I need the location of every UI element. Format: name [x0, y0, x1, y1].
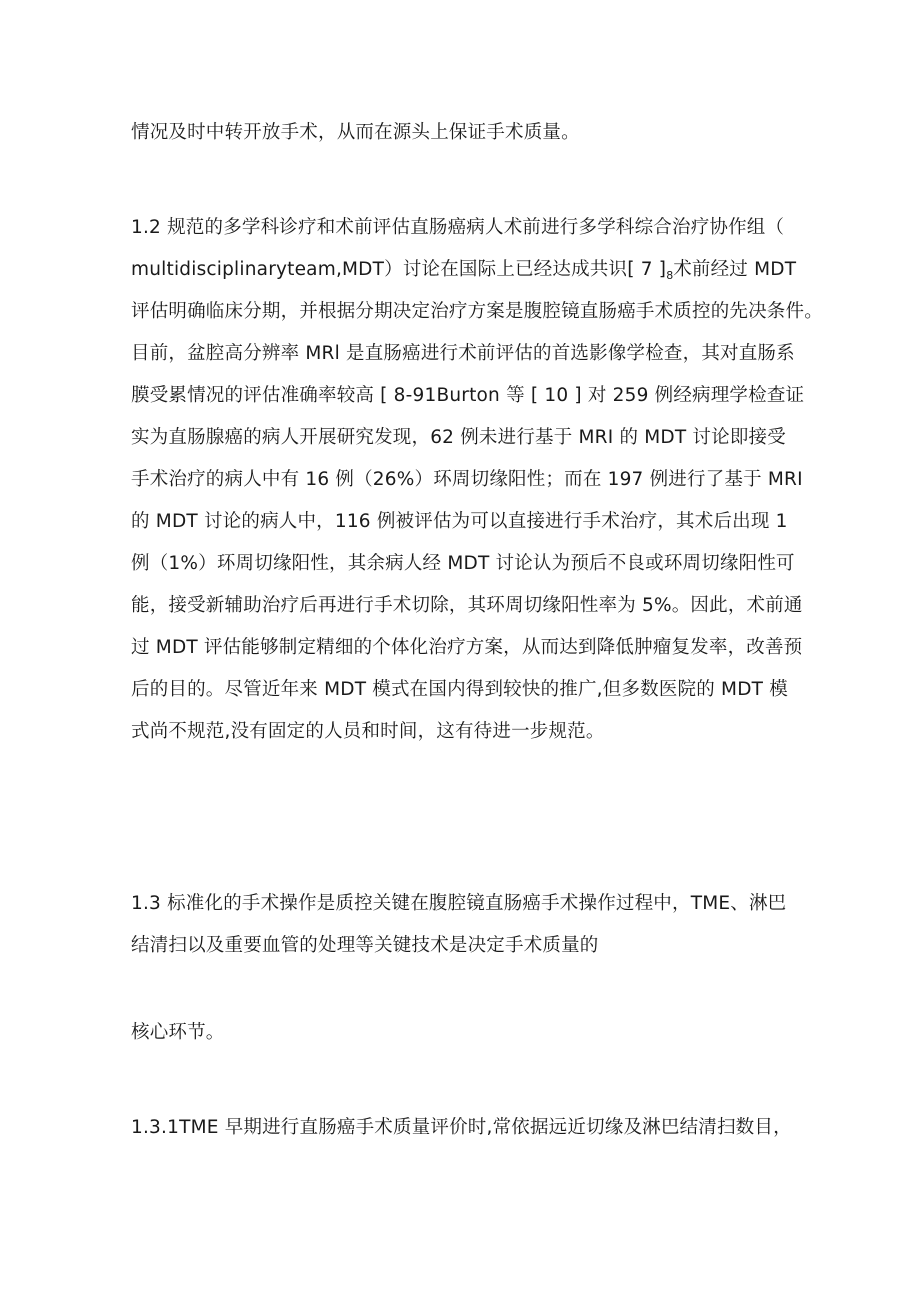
paragraph-intro-end: [131, 112, 801, 154]
text-line: 的 MDT 讨论的病人中，116 例被评估为可以直接进行手术治疗，其术后出现 1: [131, 511, 788, 532]
text-line: 情况及时中转开放手术，从而在源头上保证手术质量。: [131, 122, 580, 143]
paragraph-section-1-3-continued: [131, 1012, 801, 1054]
text-line: [131, 249, 801, 291]
paragraph-section-1-3: [131, 883, 801, 967]
section-heading-1-3-1: 1.3.1TME 早期进行直肠癌手术质量评价时,常依据远近切缘及淋巴结清扫数目，: [131, 1117, 792, 1138]
paragraph-section-1-3-1: [131, 1107, 801, 1149]
text-line: 膜受累情况的评估准确率较高 [ 8-91Burton 等 [ 10 ] 对 259 例经病理学检查证: [131, 385, 805, 406]
text-line: 过 MDT 评估能够制定精细的个体化治疗方案，从而达到降低肿瘤复发率，改善预: [131, 637, 803, 658]
text-line: 目前，盆腔高分辨率 MRl 是直肠癌进行术前评估的首选影像学检查，其对直肠系: [131, 343, 795, 364]
text-line: 核心环节。: [131, 1022, 225, 1043]
text-line: 手术治疗的病人中有 16 例（26%）环周切缘阳性；而在 197 例进行了基于 MRI: [131, 469, 803, 490]
paragraph-section-1-2: [131, 207, 823, 753]
subscript-citation: 8: [666, 269, 674, 282]
text-line: 能，接受新辅助治疗后再进行手术切除，其环周切缘阳性率为 5%。因此，术前通: [131, 595, 803, 616]
text-line: 实为直肠腺癌的病人开展研究发现，62 例未进行基于 MRI 的 MDT 讨论即接受: [131, 427, 786, 448]
text-segment: multidisciplinaryteam,MDT）讨论在国际上已经达成共识[ 7 ]: [131, 259, 667, 280]
section-heading-1-3: 1.3 标准化的手术操作是质控关键在腹腔镜直肠癌手术操作过程中，TME、淋巴: [131, 893, 787, 914]
text-line: 例（1%）环周切缘阳性，其余病人经 MDT 讨论认为预后不良或环周切缘阳性可: [131, 553, 795, 574]
text-line: 式尚不规范,没有固定的人员和时间，这有待进一步规范。: [131, 721, 605, 742]
text-line: 后的目的。尽管近年来 MDT 模式在国内得到较快的推广,但多数医院的 MDT 模: [131, 679, 788, 700]
section-heading-1-2: 1.2 规范的多学科诊疗和术前评估直肠癌病人术前进行多学科综合治疗协作组（: [131, 217, 785, 238]
text-segment: 术前经过 MDT: [673, 259, 797, 280]
text-line: 结清扫以及重要血管的处理等关键技术是决定手术质量的: [131, 935, 599, 956]
text-line: 评估明确临床分期，并根据分期决定治疗方案是腹腔镜直肠癌手术质控的先决条件。: [131, 301, 823, 322]
